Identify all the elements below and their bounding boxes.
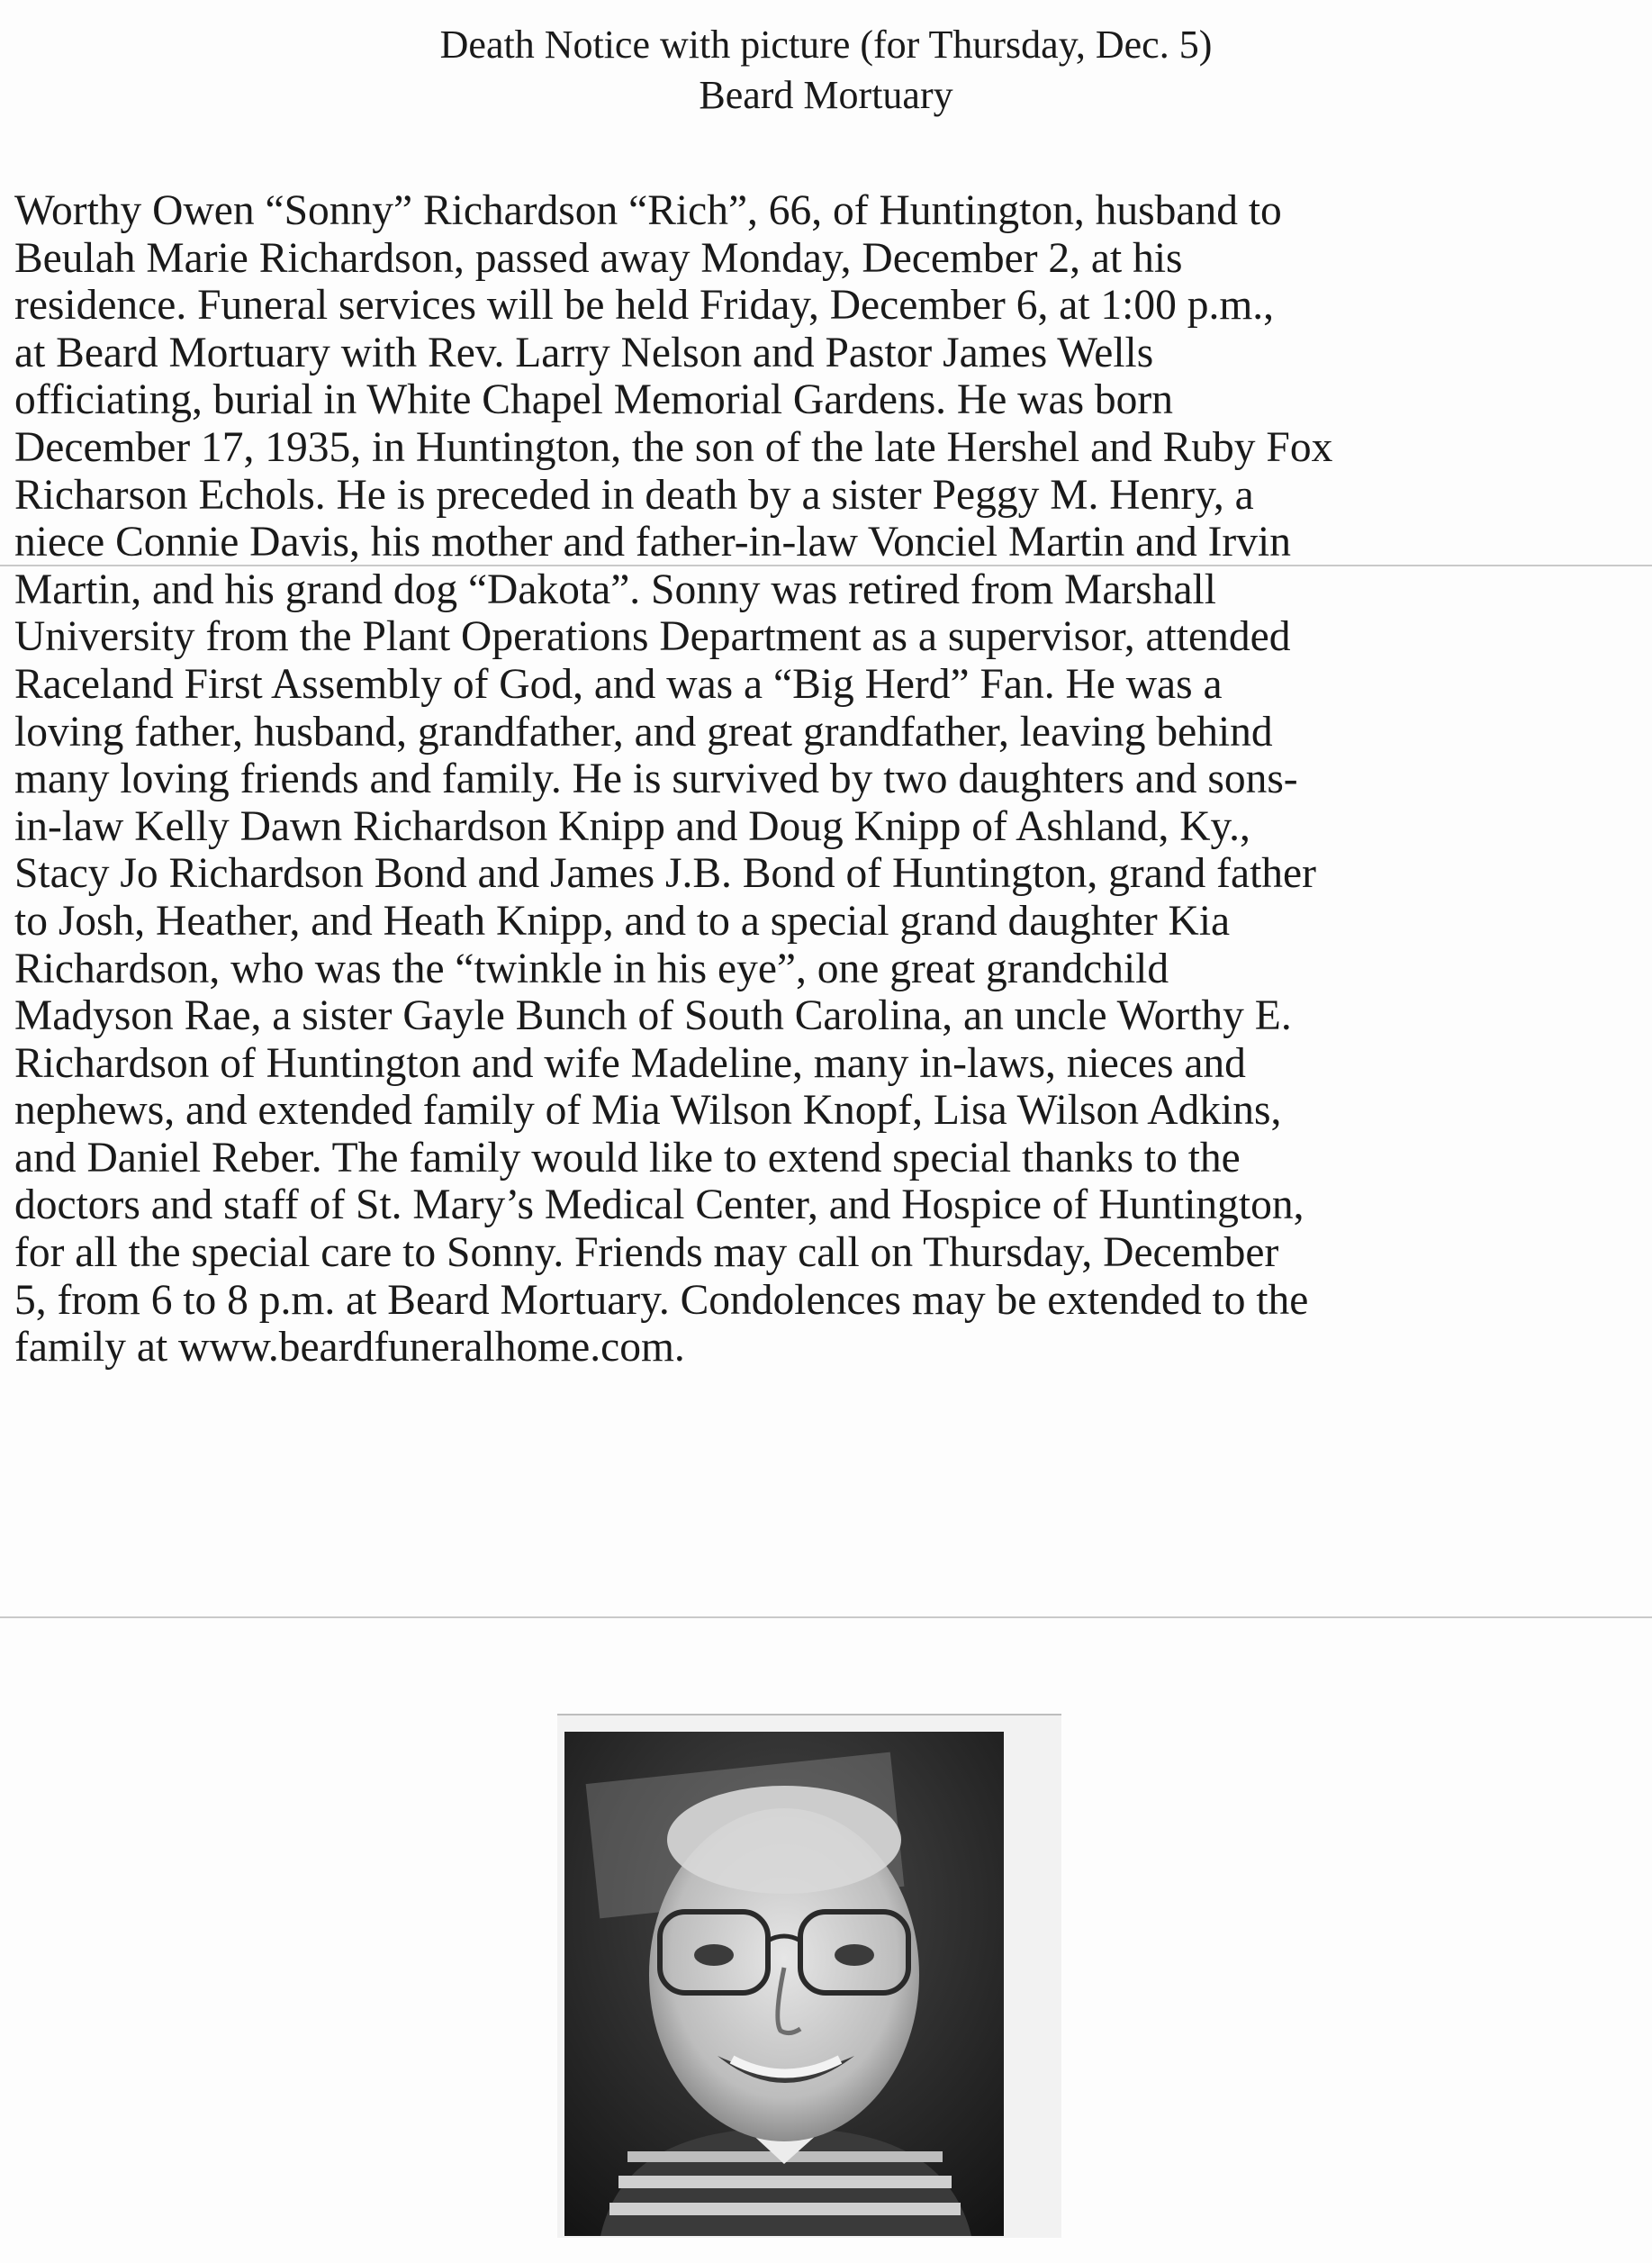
portrait-drawing: [564, 1732, 1004, 2236]
body-line: and Daniel Reber. The family would like to extend special thanks to the: [14, 1134, 1241, 1181]
body-line: loving father, husband, grandfather, and great grandfather, leaving behind: [14, 708, 1273, 756]
body-line: Richardson of Huntington and wife Madeline, many in-laws, nieces and: [14, 1039, 1246, 1087]
body-line: to Josh, Heather, and Heath Knipp, and to a special grand daughter Kia: [14, 897, 1231, 945]
portrait-photo-icon: [564, 1732, 1004, 2236]
body-line: at Beard Mortuary with Rev. Larry Nelson and Pastor James Wells: [14, 329, 1154, 376]
body-line: family at www.beardfuneralhome.com.: [14, 1324, 685, 1371]
body-line: Beulah Marie Richardson, passed away Monday, December 2, at his: [14, 234, 1183, 282]
mortuary-name: Beard Mortuary: [699, 73, 953, 117]
body-line: niece Connie Davis, his mother and father-in-law Vonciel Martin and Irvin: [14, 519, 1291, 566]
body-line: December 17, 1935, in Huntington, the son of the late Hershel and Ruby Fox: [14, 423, 1333, 471]
body-line: Madyson Rae, a sister Gayle Bunch of South Carolina, an uncle Worthy E.: [14, 992, 1292, 1040]
body-line: Stacy Jo Richardson Bond and James J.B. Bond of Huntington, grand father: [14, 850, 1316, 898]
body-line: many loving friends and family. He is survived by two daughters and sons-: [14, 756, 1298, 803]
body-line: Worthy Owen “Sonny” Richardson “Rich”, 66, of Huntington, husband to: [14, 187, 1282, 234]
body-line: for all the special care to Sonny. Friends may call on Thursday, December: [14, 1229, 1279, 1277]
notice-body: [14, 187, 1635, 1371]
notice-header: [0, 20, 1652, 121]
body-line: nephews, and extended family of Mia Wilson Knopf, Lisa Wilson Adkins,: [14, 1087, 1282, 1135]
body-line: Raceland First Assembly of God, and was a “Big Herd” Fan. He was a: [14, 660, 1223, 708]
body-line: doctors and staff of St. Mary’s Medical Center, and Hospice of Huntington,: [14, 1181, 1304, 1229]
body-line: Martin, and his grand dog “Dakota”. Sonny was retired from Marshall: [14, 566, 1216, 613]
page-crease: [0, 1616, 1652, 1618]
body-line: officiating, burial in White Chapel Memorial Gardens. He was born: [14, 376, 1173, 424]
body-line: Richarson Echols. He is preceded in death by a sister Peggy M. Henry, a: [14, 471, 1254, 519]
notice-title: Death Notice with picture (for Thursday, Dec. 5): [439, 23, 1213, 67]
body-line: Richardson, who was the “twinkle in his eye”, one great grandchild: [14, 945, 1169, 992]
body-line: in-law Kelly Dawn Richardson Knipp and Doug Knipp of Ashland, Ky.,: [14, 802, 1250, 850]
body-line: residence. Funeral services will be held Friday, December 6, at 1:00 p.m.,: [14, 282, 1275, 330]
body-line: 5, from 6 to 8 p.m. at Beard Mortuary. Condolences may be extended to the: [14, 1276, 1309, 1324]
photo-mount: [557, 1714, 1061, 2238]
body-line: University from the Plant Operations Department as a supervisor, attended: [14, 613, 1291, 661]
